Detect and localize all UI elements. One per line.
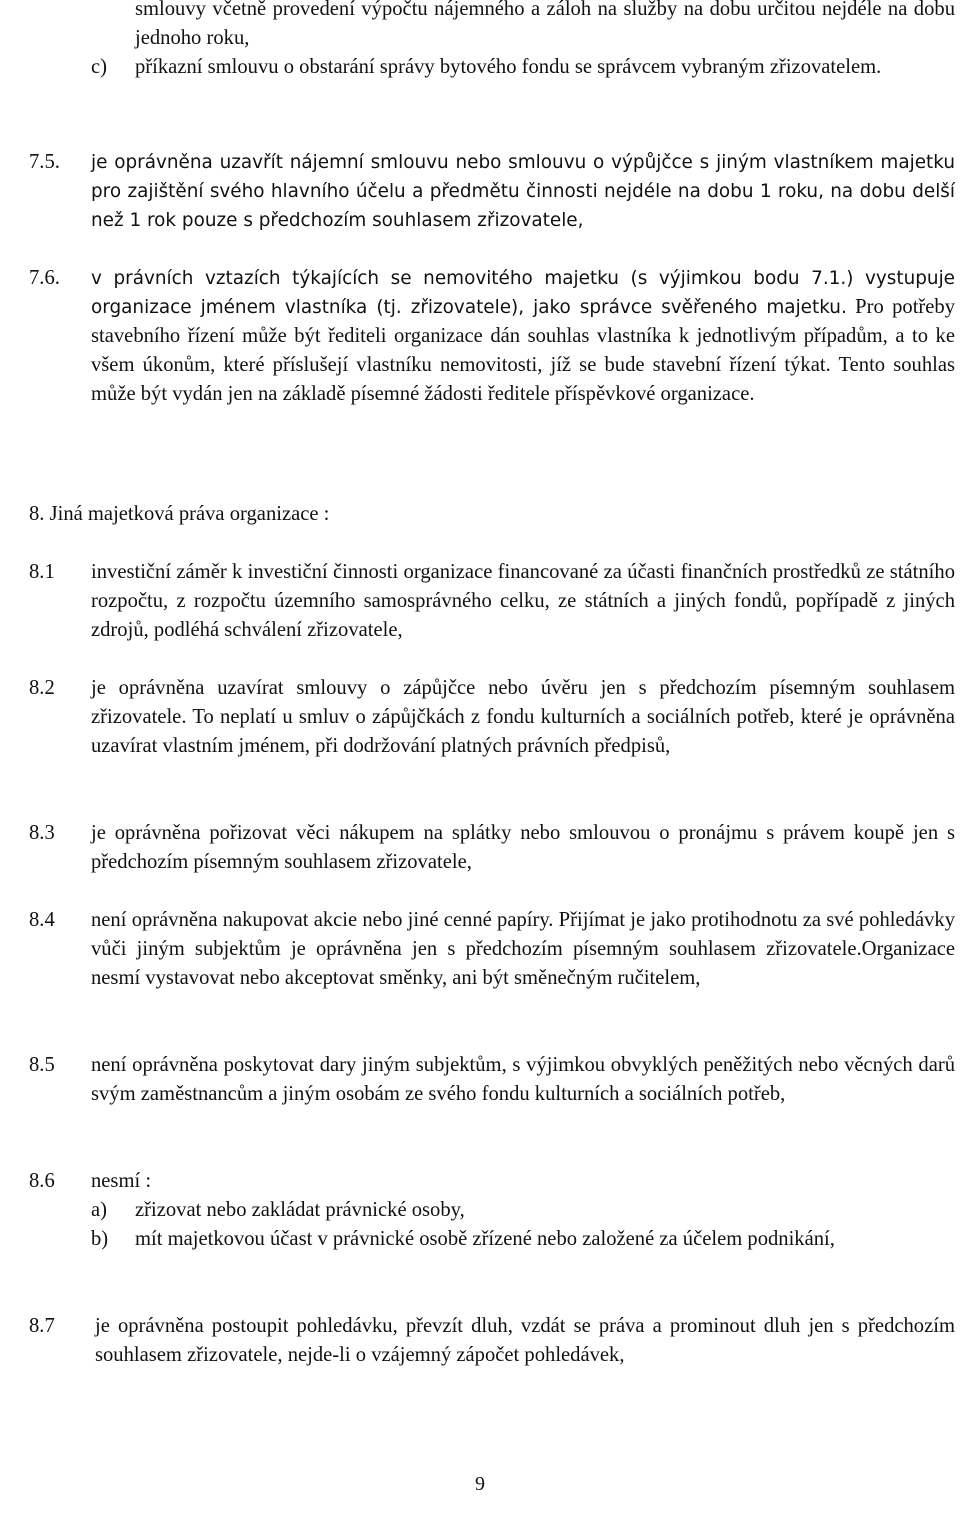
item-8-7-text: je oprávněna postoupit pohledávku, převzít dluh, vzdát se práva a prominout dluh jen s předchozím souhlasem zřizovatele, nejde-li o vzájemný zápočet pohledávek, — [95, 1315, 955, 1366]
item-8-7-number: 8.7 — [29, 1315, 55, 1337]
item-8-1-text: investiční záměr k investiční činnosti organizace financované za účasti finančních prostředků ze státního rozpočtu, z rozpočtu územního samosprávného celku, ze státních a jiných fondů, popřípadě z jiných zdrojů, podléhá schválení zřizovatele, — [91, 561, 955, 641]
item-8-2-text: je oprávněna uzavírat smlouvy o zápůjčce nebo úvěru jen s předchozím písemným souhlasem zřizovatele. To neplatí u smluv o zápůjčkách z fondu kulturních a sociálních potřeb, které je oprávněna uzavírat vlastním jménem, při dodržování platných právních předpisů, — [91, 677, 955, 757]
section-7-5-number: 7.5. — [29, 151, 60, 173]
item-8-6-b-label: b) — [91, 1228, 109, 1250]
item-8-4-text: není oprávněna nakupovat akcie nebo jiné cenné papíry. Přijímat je jako protihodnotu za své pohledávky vůči jiným subjektům je oprávněna jen s předchozím písemným souhlasem zřizovatele.Organizace nesmí vystavovat nebo akceptovat směnky, ani být směnečným ručitelem, — [91, 909, 955, 989]
item-8-3-number: 8.3 — [29, 822, 55, 844]
section-7-6-text-a: v právních vztazích týkajících se nemovitého majetku (s výjimkou bodu 7.1.) vystupuje organizace jménem vlastníka (tj. zřizovatele), jako správce svěřeného majetku. — [91, 268, 955, 318]
section-7-6-number: 7.6. — [29, 267, 60, 289]
item-8-3-text: je oprávněna pořizovat věci nákupem na splátky nebo smlouvou o pronájmu s právem koupě jen s předchozím písemným souhlasem zřizovatele, — [91, 822, 955, 873]
item-c-text: příkazní smlouvu o obstarání správy bytového fondu se správcem vybraným zřizovatelem. — [135, 56, 882, 78]
continuation-text: smlouvy včetně provedení výpočtu nájemného a záloh na služby na dobu určitou nejdéle na dobu jednoho roku, — [135, 0, 955, 49]
item-8-5-text: není oprávněna poskytovat dary jiným subjektům, s výjimkou obvyklých peněžitých nebo věcných darů svým zaměstnancům a jiným osobám ze svého fondu kulturních a sociálních potřeb, — [91, 1054, 955, 1105]
item-8-6-a-label: a) — [91, 1199, 107, 1221]
item-8-6-text: nesmí : — [91, 1170, 152, 1192]
item-8-6-number: 8.6 — [29, 1170, 55, 1192]
section-8-heading: 8. Jiná majetková práva organizace : — [29, 503, 330, 525]
section-7-6-text-b: Pro potřeby stavebního řízení může být řediteli organizace dán souhlas vlastníka k jednotlivým případům, a to ke všem úkonům, které příslušejí vlastníku nemovitosti, jíž se bude stavební řízení týkat. Tento souhlas může být vydán jen na základě písemné žádosti ředitele příspěvkové organizace. — [91, 296, 956, 405]
section-7-6-text — [91, 264, 955, 409]
item-c-label: c) — [91, 56, 107, 78]
item-8-6-b-text: mít majetkovou účast v právnické osobě zřízené nebo založené za účelem podnikání, — [135, 1228, 835, 1250]
item-8-2-number: 8.2 — [29, 677, 55, 699]
section-7-5-text: je oprávněna uzavřít nájemní smlouvu nebo smlouvu o výpůjčce s jiným vlastníkem majetku pro zajištění svého hlavního účelu a předmětu činnosti nejdéle na dobu 1 roku, na dobu delší než 1 rok pouze s předchozím souhlasem zřizovatele, — [91, 152, 955, 231]
page-number: 9 — [475, 1473, 485, 1495]
item-8-6-a-text: zřizovat nebo zakládat právnické osoby, — [135, 1199, 465, 1221]
item-8-4-number: 8.4 — [29, 909, 55, 931]
item-8-5-number: 8.5 — [29, 1054, 55, 1076]
item-8-1-number: 8.1 — [29, 561, 55, 583]
